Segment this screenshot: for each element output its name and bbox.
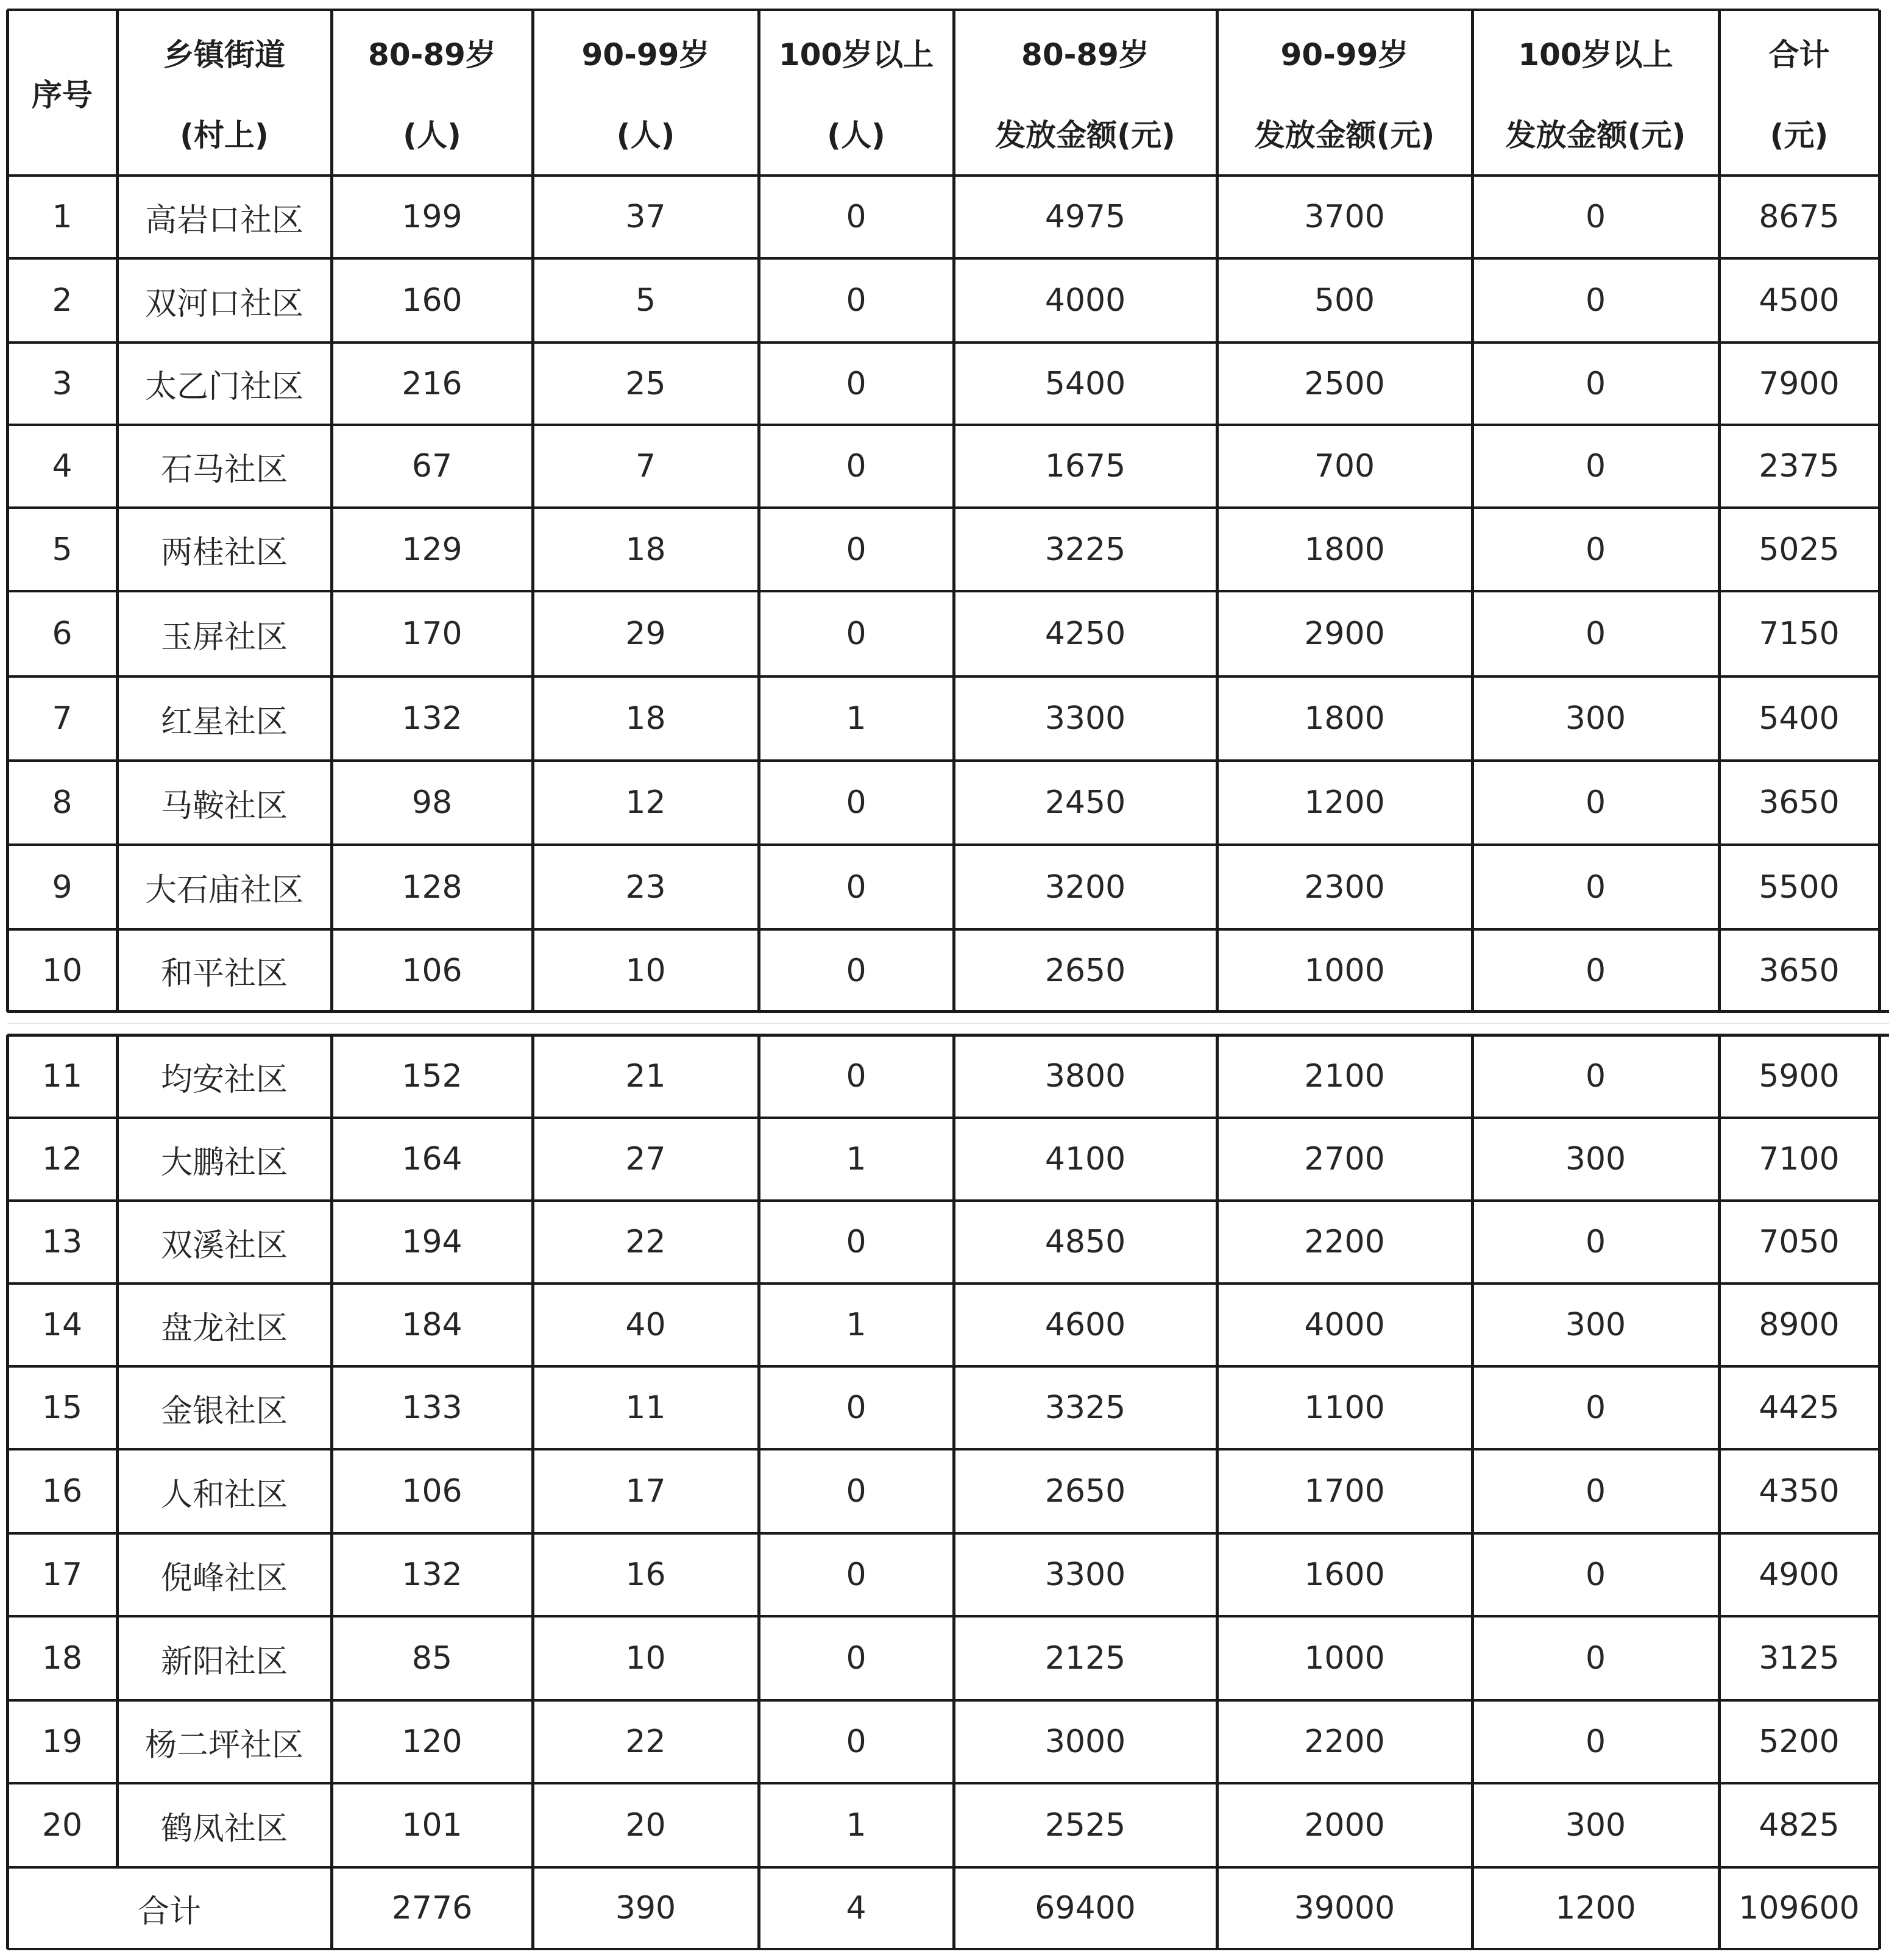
table-cell: 4900: [1759, 1557, 1840, 1593]
table-cell: 10: [625, 952, 666, 989]
total-value-cell: 390: [615, 1890, 676, 1926]
table-cell: 0: [1585, 952, 1606, 989]
table-cell: 3: [52, 365, 73, 402]
community-name-cell: 倪峰社区: [160, 1560, 288, 1597]
table-cell: 160: [402, 282, 463, 319]
table-cell: 4850: [1044, 1224, 1126, 1260]
header-cell-2-line1: 80-89岁: [368, 37, 496, 73]
table-cell: 37: [625, 199, 666, 235]
table-cell: 5: [635, 282, 656, 319]
header-cell-3-line2: (人): [616, 118, 675, 153]
table-cell: 25: [625, 365, 666, 402]
table-cell: 8900: [1759, 1307, 1840, 1343]
table-cell: 0: [1585, 199, 1606, 235]
table-cell: 0: [846, 1640, 867, 1677]
table-cell: 0: [1585, 616, 1606, 652]
table-cell: 1: [846, 700, 867, 737]
table-cell: 5400: [1759, 700, 1840, 737]
table-cell: 4250: [1044, 616, 1126, 652]
table-cell: 22: [625, 1224, 666, 1260]
header-cell-1-line1: 乡镇街道: [163, 37, 285, 73]
community-name-cell: 红星社区: [160, 703, 288, 740]
table-cell: 10: [41, 952, 83, 989]
header-cell-8-line2: (元): [1770, 118, 1829, 153]
table-cell: 0: [1585, 365, 1606, 402]
table-cell: 5200: [1759, 1724, 1840, 1760]
community-name-cell: 金银社区: [160, 1393, 288, 1430]
table-cell: 0: [846, 952, 867, 989]
table-cell: 199: [402, 199, 463, 235]
total-value-cell: 2776: [391, 1890, 473, 1926]
table-cell: 20: [41, 1807, 83, 1844]
table-cell: 101: [402, 1807, 463, 1844]
header-cell-1-line2: (村上): [180, 118, 269, 153]
community-name-cell: 太乙门社区: [144, 369, 303, 405]
table-cell: 0: [1585, 1473, 1606, 1510]
header-cell-4-line2: (人): [827, 118, 885, 153]
table-cell: 300: [1565, 1141, 1626, 1177]
table-cell: 23: [625, 868, 666, 906]
table-cell: 0: [846, 1473, 867, 1510]
table-cell: 1: [52, 199, 73, 235]
table-cell: 10: [625, 1640, 666, 1677]
table-cell: 5: [52, 531, 73, 568]
table-cell: 129: [402, 531, 463, 568]
table-cell: 3650: [1759, 784, 1840, 821]
table-cell: 16: [41, 1473, 83, 1510]
table-cell: 0: [1585, 1058, 1606, 1095]
table-cell: 17: [41, 1557, 83, 1593]
table-cell: 8675: [1759, 199, 1840, 235]
table-cell: 3800: [1044, 1058, 1126, 1095]
table-cell: 0: [846, 1390, 867, 1426]
table-cell: 4600: [1044, 1307, 1126, 1343]
table-cell: 0: [1585, 282, 1606, 319]
table-cell: 7150: [1759, 616, 1840, 652]
table-cell: 7: [635, 448, 656, 485]
table-cell: 15: [41, 1390, 83, 1426]
table-cell: 5400: [1044, 365, 1126, 402]
table-cell: 0: [846, 199, 867, 235]
table-cell: 0: [846, 1224, 867, 1260]
table-cell: 132: [402, 700, 463, 737]
community-name-cell: 人和社区: [160, 1476, 288, 1513]
table-cell: 0: [1585, 1640, 1606, 1677]
total-value-cell: 4: [846, 1890, 867, 1926]
table-cell: 2700: [1304, 1141, 1385, 1177]
table-cell: 2650: [1044, 952, 1126, 989]
table-cell: 2100: [1304, 1058, 1385, 1095]
table-cell: 0: [846, 616, 867, 652]
community-name-cell: 和平社区: [160, 956, 288, 992]
table-cell: 170: [402, 616, 463, 652]
table-cell: 0: [846, 1557, 867, 1593]
table-cell: 12: [41, 1141, 83, 1177]
total-value-cell: 109600: [1738, 1890, 1860, 1926]
table-cell: 2200: [1304, 1224, 1385, 1260]
community-name-cell: 鹤凤社区: [160, 1810, 288, 1847]
table-cell: 4100: [1044, 1141, 1126, 1177]
table-cell: 7050: [1759, 1224, 1840, 1260]
table-cell: 0: [1585, 1724, 1606, 1760]
table-cell: 1800: [1304, 700, 1385, 737]
header-cell-0: 序号: [32, 77, 93, 113]
community-name-cell: 盘龙社区: [160, 1310, 288, 1347]
table-cell: 5025: [1759, 531, 1840, 568]
table-cell: 29: [625, 616, 666, 652]
table-cell: 1: [846, 1807, 867, 1844]
total-value-cell: 1200: [1555, 1890, 1636, 1926]
table-cell: 2200: [1304, 1724, 1385, 1760]
table-cell: 4425: [1759, 1390, 1840, 1426]
table-cell: 18: [41, 1640, 83, 1677]
table-cell: 4350: [1759, 1473, 1840, 1510]
table-cell: 11: [625, 1390, 666, 1426]
table-cell: 11: [41, 1058, 83, 1095]
table-cell: 7: [52, 700, 73, 737]
table-cell: 184: [402, 1307, 463, 1343]
table-cell: 0: [846, 365, 867, 402]
table-cell: 3325: [1044, 1390, 1126, 1426]
table-cell: 194: [402, 1224, 463, 1260]
table-cell: 133: [402, 1390, 463, 1426]
table-cell: 7100: [1759, 1141, 1840, 1177]
community-name-cell: 玉屏社区: [160, 619, 288, 656]
community-name-cell: 两桂社区: [160, 534, 288, 571]
table-cell: 3300: [1044, 1557, 1126, 1593]
table-cell: 0: [846, 282, 867, 319]
table-cell: 67: [411, 448, 453, 485]
table-cell: 13: [41, 1224, 83, 1260]
table-cell: 4: [52, 448, 73, 485]
table-cell: 5500: [1759, 868, 1840, 906]
table-cell: 17: [625, 1473, 666, 1510]
community-name-cell: 新阳社区: [160, 1643, 288, 1680]
table-cell: 700: [1314, 448, 1375, 485]
header-cell-8-line1: 合计: [1768, 37, 1830, 73]
table-cell: 164: [402, 1141, 463, 1177]
community-name-cell: 均安社区: [160, 1061, 288, 1098]
table-cell: 14: [41, 1307, 83, 1343]
table-cell: 3300: [1044, 700, 1126, 737]
table-cell: 20: [625, 1807, 666, 1844]
table-cell: 0: [1585, 784, 1606, 821]
table-cell: 18: [625, 700, 666, 737]
table-cell: 21: [625, 1058, 666, 1095]
table-cell: 5900: [1759, 1058, 1840, 1095]
table-cell: 4000: [1304, 1307, 1385, 1343]
table-cell: 2650: [1044, 1473, 1126, 1510]
table-cell: 16: [625, 1557, 666, 1593]
header-cell-2-line2: (人): [403, 118, 461, 153]
community-name-cell: 双河口社区: [144, 285, 303, 322]
table-cell: 22: [625, 1724, 666, 1760]
table-cell: 0: [846, 531, 867, 568]
separator-faint-line: [7, 1023, 1889, 1024]
table-cell: 0: [1585, 531, 1606, 568]
table-cell: 300: [1565, 1807, 1626, 1844]
table-cell: 3000: [1044, 1724, 1126, 1760]
row-divider: [7, 9, 1879, 11]
table-cell: 3700: [1304, 199, 1385, 235]
header-cell-7-line2: 发放金额(元): [1505, 118, 1686, 153]
table-cell: 1000: [1304, 952, 1385, 989]
table-cell: 2500: [1304, 365, 1385, 402]
header-cell-5-line1: 80-89岁: [1021, 37, 1149, 73]
table-cell: 19: [41, 1724, 83, 1760]
table-cell: 1100: [1304, 1390, 1385, 1426]
table-cell: 0: [846, 784, 867, 821]
table-cell: 3225: [1044, 531, 1126, 568]
table-cell: 2000: [1304, 1807, 1385, 1844]
table-cell: 1800: [1304, 531, 1385, 568]
table-cell: 106: [402, 1473, 463, 1510]
table-break-separator: [7, 1010, 1889, 1037]
table-cell: 85: [411, 1640, 453, 1677]
table-cell: 4000: [1044, 282, 1126, 319]
table-cell: 1: [846, 1307, 867, 1343]
header-cell-6-line1: 90-99岁: [1280, 37, 1409, 73]
table-cell: 0: [1585, 1557, 1606, 1593]
table-cell: 9: [52, 868, 73, 906]
community-name-cell: 杨二坪社区: [144, 1727, 303, 1764]
table-cell: 4975: [1044, 199, 1126, 235]
table-cell: 7900: [1759, 365, 1840, 402]
table-cell: 2: [52, 282, 73, 319]
table-cell: 98: [411, 784, 453, 821]
table-cell: 0: [846, 868, 867, 906]
table-cell: 4825: [1759, 1807, 1840, 1844]
header-cell-3-line1: 90-99岁: [581, 37, 710, 73]
table-cell: 2450: [1044, 784, 1126, 821]
community-name-cell: 大石庙社区: [144, 872, 303, 909]
table-cell: 2375: [1759, 448, 1840, 485]
header-cell-7-line1: 100岁以上: [1518, 37, 1673, 73]
table-cell: 0: [846, 1724, 867, 1760]
table-cell: 0: [1585, 1390, 1606, 1426]
table-cell: 128: [402, 868, 463, 906]
table-cell: 152: [402, 1058, 463, 1095]
total-value-cell: 69400: [1035, 1890, 1136, 1926]
community-name-cell: 高岩口社区: [144, 202, 303, 239]
table-cell: 18: [625, 531, 666, 568]
table-cell: 2900: [1304, 616, 1385, 652]
table-cell: 0: [1585, 868, 1606, 906]
table-cell: 1200: [1304, 784, 1385, 821]
table-cell: 500: [1314, 282, 1375, 319]
table-cell: 0: [846, 448, 867, 485]
community-name-cell: 大鹏社区: [160, 1144, 288, 1181]
table-cell: 0: [1585, 448, 1606, 485]
table-cell: 300: [1565, 700, 1626, 737]
table-cell: 1700: [1304, 1473, 1385, 1510]
table-cell: 0: [1585, 1224, 1606, 1260]
header-cell-4-line1: 100岁以上: [778, 37, 934, 73]
table-cell: 1600: [1304, 1557, 1385, 1593]
table-cell: 216: [402, 365, 463, 402]
table-cell: 4500: [1759, 282, 1840, 319]
table-cell: 132: [402, 1557, 463, 1593]
total-value-cell: 39000: [1294, 1890, 1395, 1926]
table-cell: 1000: [1304, 1640, 1385, 1677]
table-cell: 2300: [1304, 868, 1385, 906]
table-cell: 106: [402, 952, 463, 989]
table-cell: 1675: [1044, 448, 1126, 485]
community-name-cell: 石马社区: [160, 451, 288, 488]
table-cell: 2125: [1044, 1640, 1126, 1677]
total-label-cell: 合计: [137, 1893, 201, 1930]
table-cell: 300: [1565, 1307, 1626, 1343]
table-cell: 3200: [1044, 868, 1126, 906]
table-cell: 27: [625, 1141, 666, 1177]
community-name-cell: 马鞍社区: [160, 787, 288, 825]
table-cell: 8: [52, 784, 73, 821]
table-cell: 40: [625, 1307, 666, 1343]
table-cell: 3125: [1759, 1640, 1840, 1677]
table-cell: 2525: [1044, 1807, 1126, 1844]
table-cell: 0: [846, 1058, 867, 1095]
community-name-cell: 双溪社区: [160, 1227, 288, 1264]
header-cell-6-line2: 发放金额(元): [1254, 118, 1435, 153]
table-cell: 12: [625, 784, 666, 821]
table-cell: 120: [402, 1724, 463, 1760]
table-cell: 1: [846, 1141, 867, 1177]
table-cell: 3650: [1759, 952, 1840, 989]
header-cell-5-line2: 发放金额(元): [995, 118, 1175, 153]
table-cell: 6: [52, 616, 73, 652]
